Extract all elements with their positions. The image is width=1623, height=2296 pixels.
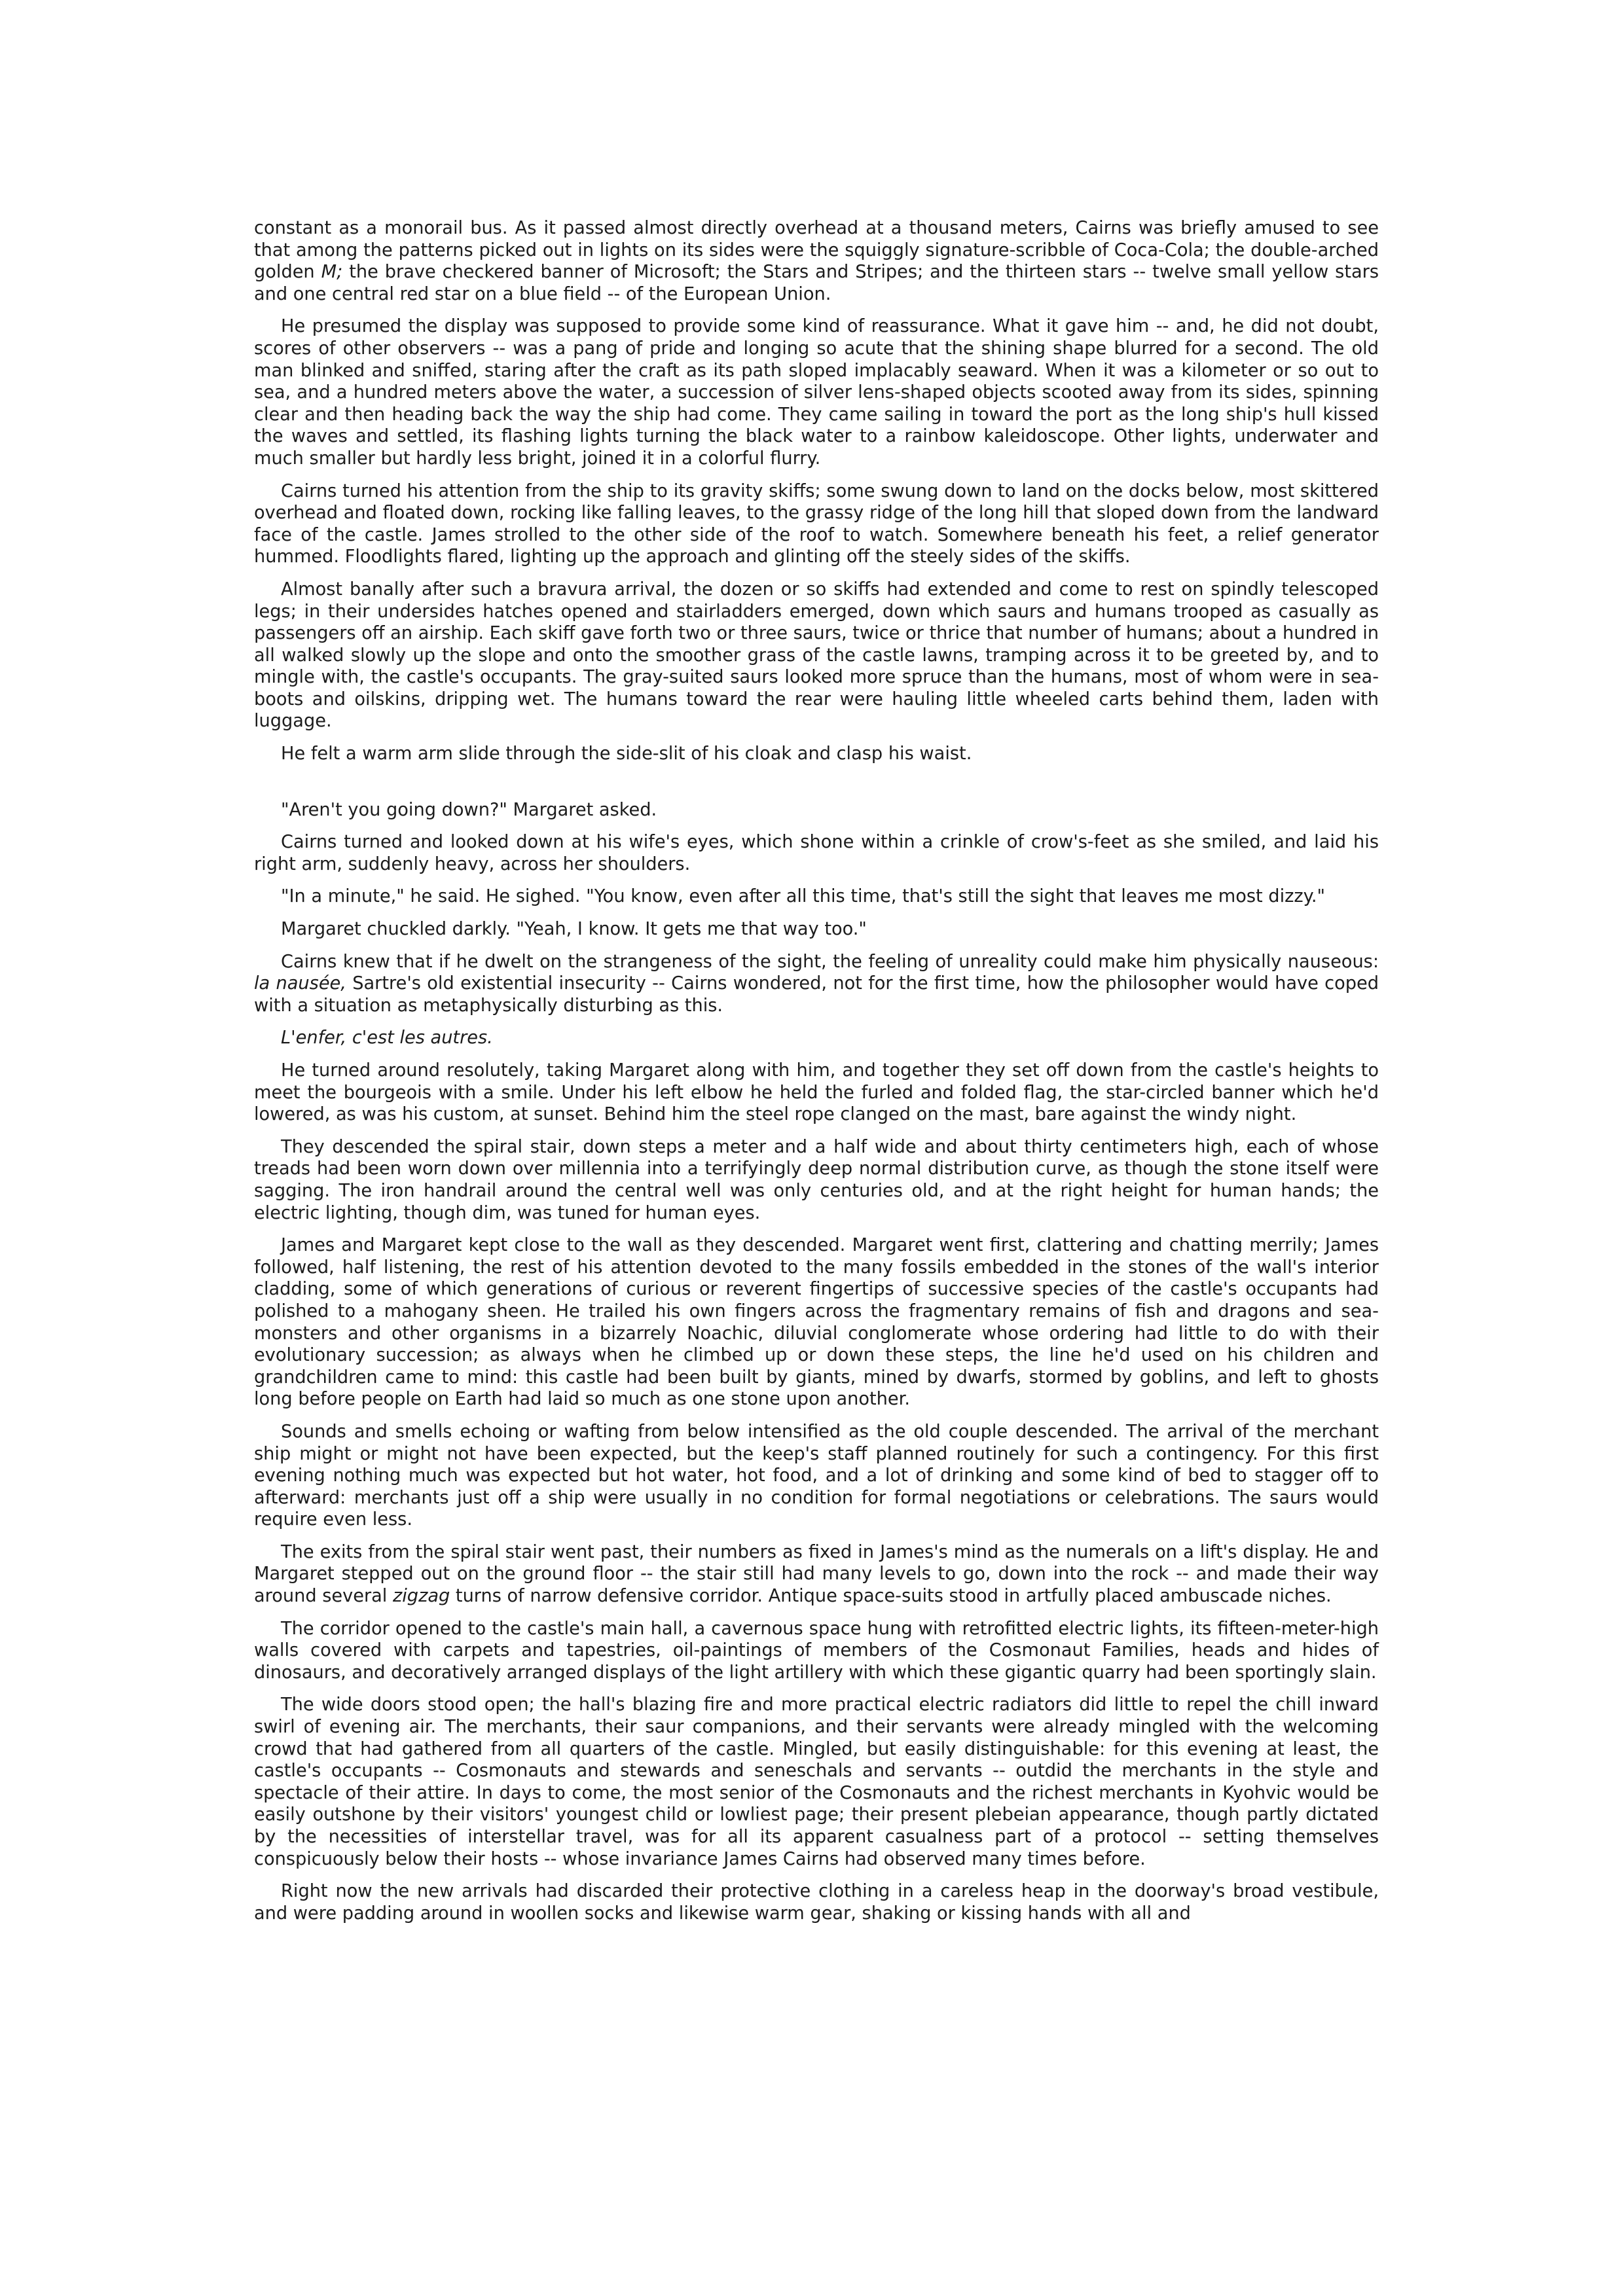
paragraph-17: The corridor opened to the castle's main hall, a cavernous space hung with retrofitted electric lights, its fifteen-meter-high walls covered with carpets and tapestries, oil-paintings of members of the Cosmonaut Families, heads and hides of dinosaurs, and decoratively arranged displays of the light artillery with which these gigantic quarry had been sportingly slain. [254,1618,1379,1683]
paragraph-13: They descended the spiral stair, down steps a meter and a half wide and about thirty centimeters high, each of whose treads had been worn down over millennia into a terrifyingly deep normal distribution curve, as though the stone itself were sagging. The iron handrail around the central well was only centuries old, and at the right height for human hands; the electric lighting, though dim, was tuned for human eyes. [254,1136,1379,1223]
paragraph-19: Right now the new arrivals had discarded their protective clothing in a careless heap in the doorway's broad vestibule, and were padding around in woollen socks and likewise warm gear, shaking or kissing hands with all and [254,1881,1379,1924]
paragraph-10: Cairns knew that if he dwelt on the strangeness of the sight, the feeling of unreality could make him physically nauseous: la nausée, Sartre's old existential insecurity -- Cairns wondered, not for the first time, how the philosopher would have coped with a situation as metaphysically disturbing as this. [254,951,1379,1016]
paragraph-2: He presumed the display was supposed to provide some kind of reassurance. What it gave him -- and, he did not doubt, scores of other observers -- was a pang of pride and longing so acute that the shining shape blurred for a second. The old man blinked and sniffed, staring after the craft as its path sloped implacably seaward. When it was a kilometer or so out to sea, and a hundred meters above the water, a succession of silver lens-shaped objects scooted away from its sides, spinning clear and then heading back the way the ship had come. They came sailing in toward the port as the long ship's hull kissed the waves and settled, its flashing lights turning the black water to a rainbow kaleidoscope. Other lights, underwater and much smaller but hardly less bright, joined it in a colorful flurry. [254,316,1379,469]
paragraph-8: "In a minute," he said. He sighed. "You know, even after all this time, that's still the sight that leaves me most dizzy." [281,886,1326,907]
paragraph-1: constant as a monorail bus. As it passed almost directly overhead at a thousand meters, Cairns was briefly amused to see that among the patterns picked out in lights on its sides were the squiggly signature-scribble of Coca-Cola; the double-arched golden M; the brave checkered banner of Microsoft; the Stars and Stripes; and the thirteen stars -- twelve small yellow stars and one central red star on a blue field -- of the European Union. [254,218,1379,304]
paragraph-7: Cairns turned and looked down at his wife's eyes, which shone within a crinkle of crow's-feet as she smiled, and laid his right arm, suddenly heavy, across her shoulders. [254,832,1379,874]
paragraph-11: L'enfer, c'est les autres. [281,1028,493,1049]
paragraph-4: Almost banally after such a bravura arrival, the dozen or so skiffs had extended and come to rest on spindly telescoped legs; in their undersides hatches opened and stairladders emerged, down which saurs and humans trooped as casually as passengers off an airship. Each skiff gave forth two or three saurs, twice or thrice that number of humans; about a hundred in all walked slowly up the slope and onto the smoother grass of the castle lawns, tramping across it to be greeted by, and to mingle with, the castle's occupants. The gray-suited saurs looked more spruce than the humans, most of whom were in sea-boots and oilskins, dripping wet. The humans toward the rear were hauling little wheeled carts behind them, laden with luggage. [254,579,1379,732]
paragraph-16: The exits from the spiral stair went past, their numbers as fixed in James's mind as the numerals on a lift's display. He and Margaret stepped out on the ground floor -- the stair still had many levels to go, down into the rock -- and made their way around several zigzag turns of narrow defensive corridor. Antique space-suits stood in artfully placed ambuscade niches. [254,1541,1379,1607]
paragraph-3: Cairns turned his attention from the ship to its gravity skiffs; some swung down to land on the docks below, most skittered overhead and floated down, rocking like falling leaves, to the grassy ridge of the long hill that sloped down from the landward face of the castle. James strolled to the other side of the roof to watch. Somewhere beneath his feet, a relief generator hummed. Floodlights flared, lighting up the approach and glinting off the steely sides of the skiffs. [254,480,1379,567]
paragraph-9: Margaret chuckled darkly. "Yeah, I know. It gets me that way too." [281,919,867,940]
paragraph-6: "Aren't you going down?" Margaret asked. [281,799,657,820]
paragraph-15: Sounds and smells echoing or wafting from below intensified as the old couple descended. The arrival of the merchant ship might or might not have been expected, but the keep's staff planned routinely for such a contingency. For this first evening nothing much was expected but hot water, hot food, and a lot of drinking and some kind of bed to stagger off to afterward: merchants just off a ship were usually in no condition for formal negotiations or celebrations. The saurs would require even less. [254,1421,1379,1530]
document-page [254,217,1379,1935]
paragraph-18: The wide doors stood open; the hall's blazing fire and more practical electric radiators did little to repel the chill inward swirl of evening air. The merchants, their saur companions, and their servants were already mingled with the welcoming crowd that had gathered from all quarters of the castle. Mingled, but easily distinguishable: for this evening at least, the castle's occupants -- Cosmonauts and stewards and seneschals and servants -- outdid the merchants in the style and spectacle of their attire. In days to come, the most senior of the Cosmonauts and the richest merchants in Kyohvic would be easily outshone by their visitors' youngest child or lowliest page; their present plebeian appearance, though partly dictated by the necessities of interstellar travel, was for all its apparent casualness part of a protocol -- setting themselves conspicuously below their hosts -- whose invariance James Cairns had observed many times before. [254,1695,1379,1869]
paragraph-14: James and Margaret kept close to the wall as they descended. Margaret went first, clattering and chatting merrily; James followed, half listening, the rest of his attention devoted to the many fossils embedded in the stones of the wall's interior cladding, some of which generations of curious or reverent fingertips of successive species of the castle's occupants had polished to a mahogany sheen. He trailed his own fingers across the fragmentary remains of fish and dragons and sea-monsters and other organisms in a bizarrely Noachic, diluvial conglomerate whose ordering had little to do with their evolutionary succession; as always when he climbed up or down these steps, the line he'd used on his children and grandchildren came to mind: this castle had been built by giants, mined by dwarfs, stormed by goblins, and left to ghosts long before people on Earth had laid so much as one stone upon another. [254,1235,1379,1410]
paragraph-5: He felt a warm arm slide through the side-slit of his cloak and clasp his waist. [281,744,972,764]
paragraph-12: He turned around resolutely, taking Margaret along with him, and together they set off down from the castle's heights to meet the bourgeois with a smile. Under his left elbow he held the furled and folded flag, the star-circled banner which he'd lowered, as was his custom, at sunset. Behind him the steel rope clanged on the mast, bare against the windy night. [254,1060,1379,1125]
